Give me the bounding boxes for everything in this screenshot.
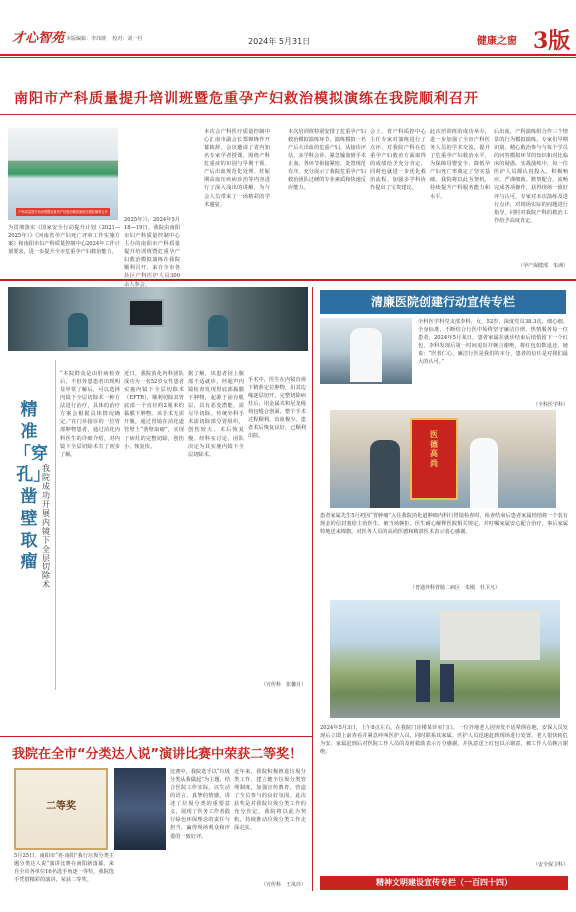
banner-presentation-photo	[330, 410, 556, 508]
article1-col5: 此次培训班的成功举办，进一步加强了全市产科医务人员的学术交流，提升了危重孕产妇救治水平，为保障母婴安全、降低孕产妇死亡率奠定了坚实基础。我院将以此为契机，持续提升产科服务能力和水平。	[430, 129, 490, 200]
contest-rule	[0, 736, 312, 737]
integrity-credit3: （安全保卫科）	[532, 862, 568, 868]
certificate-photo	[14, 768, 108, 850]
silk-banner: 医 德 高 尚	[410, 418, 458, 500]
surgery-separator	[55, 360, 56, 690]
doctor-figure	[350, 328, 382, 382]
doctor-figure-2	[470, 438, 498, 508]
surgery-col1: “本院群众是由肝病检查后，不但外患患者出现明显异常了解后，可以选择内镜下全层切除术一种方法进行治疗，具体的治疗方案会根据具体情况确定。”在门诊接诊的一位胃部肿物患者，通过消化内科医生的详细介绍，对内镜下全层切除术有了初步了解。	[60, 371, 120, 458]
surgery-col2: 近日，我院消化内科团队成功为一名52岁女性患者实施内镜下全层切除术（EFTR），顺利切除其胃底部一个直径约2厘米的黏膜下肿物。该手术无需开腹，通过胃镜在消化道管壁上“凿壁取瘤”，实现了病灶的完整切除，创伤小、恢复快。	[124, 371, 184, 450]
photo-banner: 产科质量提升培训班暨危重孕产妇救治模拟演练在我院顺利召开	[16, 208, 110, 216]
newspaper-logo: 才心智苑	[12, 31, 65, 46]
rescue-photo	[330, 600, 560, 718]
editor-credits: 本版编辑：李玮琰 校对：刘一村	[66, 36, 143, 42]
contest-col1: 5月25日，南阳市“喜·南阳”我行垃圾分类主题分类达人说”演讲比赛在南阳新落幕。来自全市各单位16名选手角逐一等奖，我院选手凭借精彩的演讲，荣获二等奖。	[14, 853, 114, 884]
surgeon-figure-2	[208, 315, 228, 347]
contest-col2: 比赛中，我院选手以“垃圾分类从我做起”为主题，结合医院工作实际，以生动的语言、真挚的情感，讲述了垃圾分类的重要意义，展现了医务工作者践行绿色环保理念的责任与担当，赢得现场观众和评委的一致好评。	[170, 769, 230, 840]
contest-title: 我院在全市“分类达人说”演讲比赛中荣获二等奖！	[12, 747, 303, 762]
building-shape	[440, 610, 540, 660]
article1-col4: 会上，省产科质控中心主任专家对演练进行了点评，对我院产科在危重孕产妇救治方面取得的成绩给予充分肯定，同时也就进一步优化救治流程、加强多学科协作提出了宝贵建议。	[370, 129, 426, 192]
article1-credit: （孕产保健部 朱洲）	[517, 263, 568, 269]
article1-col2: 本次会产科医疗质量控制中心汇南市副会长郑锦锋作开幕致辞。会议邀请了省内知名专家学者授课，围绕产科危重症的识别与早期干预、产后出血规范化处理、妊娠期高血压疾病诊治等内容进行了深入浅出的讲解，为与会人员带来了一场精彩的学术盛宴。	[204, 129, 270, 208]
surgery-title: 精准「穿孔」凿壁取瘤	[14, 400, 48, 573]
integrity-story2: 患者家属先生5月初因“胃肿瘤”入住我院消化道肿瘤内科行胃镜检查时，检查结束后患者家属悄悄将一个装有现金的信封塞给主治医生，被当场婉拒。医生耐心解释医院相关规定，并叮嘱家属安心配合治疗。事后家属特地送来锦旗，对医务人员的高尚医德和精湛医术表示衷心感谢。	[320, 513, 568, 536]
column-rule	[312, 287, 313, 891]
issue-date: 2024年 5月31日	[248, 37, 311, 46]
group-photo	[8, 128, 118, 220]
integrity-story3: 2024年5月3日，上午8点左右，在我院门诊楼某诊室门口，一位外地老人因突发不适晕倒在地，安保人员发现后立即上前查看并紧急呼叫医护人员，同时联系其家属。医护人员迅速赶到现场进行处置，老人很快转危为安。家属赶到后对医院工作人员的及时救助表示万分感谢，并执意送上红包以示谢意，被工作人员婉言谢绝。	[320, 725, 568, 756]
surgery-subtitle: 我院成功开展内镜下全层切除术	[42, 464, 50, 590]
header-rule	[0, 54, 576, 56]
civilization-banner: 精神文明建设宣传专栏（一百四十四）	[320, 876, 568, 890]
contest-col3: 近年来，我院积极推进垃圾分类工作，建立健全垃圾分类管理制度，加强宣传教育，营造了全员参与的良好氛围。此次获奖是对我院垃圾分类工作的充分肯定，我院将以此为契机，持续推动垃圾分类工作走深走实。	[234, 769, 306, 832]
surgery-col3: 据了解，该患者因上腹部不适就诊，经超声内镜检查发现胃底部黏膜下肿物，起源于固有肌层，具有恶变潜能，需尽早切除。传统外科手术需切除部分胃组织，创伤较大，术后恢复慢。经科室讨论，团队决定为其实施内镜下全层切除术。	[188, 371, 244, 458]
surgeon-figure	[68, 313, 88, 347]
integrity-credit2: （普通外科胃肠二病区 朱刚 杜卫凡）	[409, 585, 500, 591]
article1-col6: 后出血，产科演练组合作三个情景的行为模拟演练。专家们早期识别，精心救治参与与每个学员的问答模拟环节的知识和对比临床的疑惑。实战演练中，每一位医护人员都认真投入，积极响应，严谨细致、默契配合，流畅完成各项操作，获得现场一致好评与认可。专家对本次演练及进行点评，对现场实际的问题进行指导，同时对我院产科的救治工作给予高度肯定。	[494, 129, 568, 224]
surgery-credit: （宣传科 张馨月）	[260, 682, 306, 688]
speaker-photo	[114, 768, 166, 850]
certificate-text: 二等奖	[46, 801, 76, 812]
headline-rule	[0, 114, 576, 115]
family-figure	[370, 440, 400, 508]
doctor-photo	[320, 318, 412, 384]
article1-col1: 2025年）》，2024年5月18—19日，我院由南阳市妇产科质量控制中心主办的南阳市产科质量提升培训班暨危重孕产妇救治模拟演练在我院顺利召开。来自全市各县区产科医护人员300余人参会。	[124, 217, 180, 288]
section-title: 健康之窗	[477, 36, 517, 47]
article1-col3: 本次培训班特别安排了危重孕产妇救治模拟演练环节。演练模拟一名产后大出血的危重产妇，从接诊评估、多学科会诊、紧急输血到手术止血，各环节衔接紧密，处置规范有序，充分展示了我院危重孕产妇救治团队过硬的专业素质和快速反应能力。	[288, 129, 366, 192]
guard-figure-2	[440, 664, 454, 702]
integrity-story1: 全科医学科党支部李科，女，52岁，深度党员38.3次，细心细，全身标准，不断结合行医中始终坚守廉洁自律，热情服务每一位患者，2024年5月某日，患者家属在就诊结束后悄悄留下一个红包，李科发现后第一时间追出并婉言谢绝，将红包如数退还。她说：“医者仁心，廉洁行医是我们的本分，患者的信任是对我们最大的认可。”	[418, 319, 568, 366]
page-number: 3版	[533, 28, 571, 54]
contest-credit: （宣传科 王凤玲）	[260, 882, 306, 888]
header-rule-thin	[0, 57, 576, 58]
surgery-col4: 手术中，医生在内镜直视下精准定位肿物，沿其边缘逐层切开，完整切除病灶后，用金属夹和尼龙绳荷包缝合创面，整个手术过程顺利，出血极少。患者术后恢复良好，已顺利出院。	[248, 377, 306, 440]
main-headline: 南阳市产科质量提升培训班暨危重孕产妇救治模拟演练在我院顺利召开	[14, 91, 479, 107]
section-divider	[0, 279, 576, 281]
guard-figure	[416, 660, 430, 702]
article1-intro: 为贯彻落实《国家安全行动提升计划（2021—2025年）》《河南省孕产妇死亡评审工作实施方案》和南阳市妇产科质量控制中心2024年工作计划要求，进一步提升全市危重孕产妇救治能力，	[8, 225, 120, 256]
endoscope-monitor	[128, 299, 164, 327]
integrity-credit1: （全科医学科）	[532, 402, 568, 408]
integrity-banner: 清廉医院创建行动宣传专栏	[320, 290, 566, 314]
surgery-photo	[8, 287, 308, 351]
